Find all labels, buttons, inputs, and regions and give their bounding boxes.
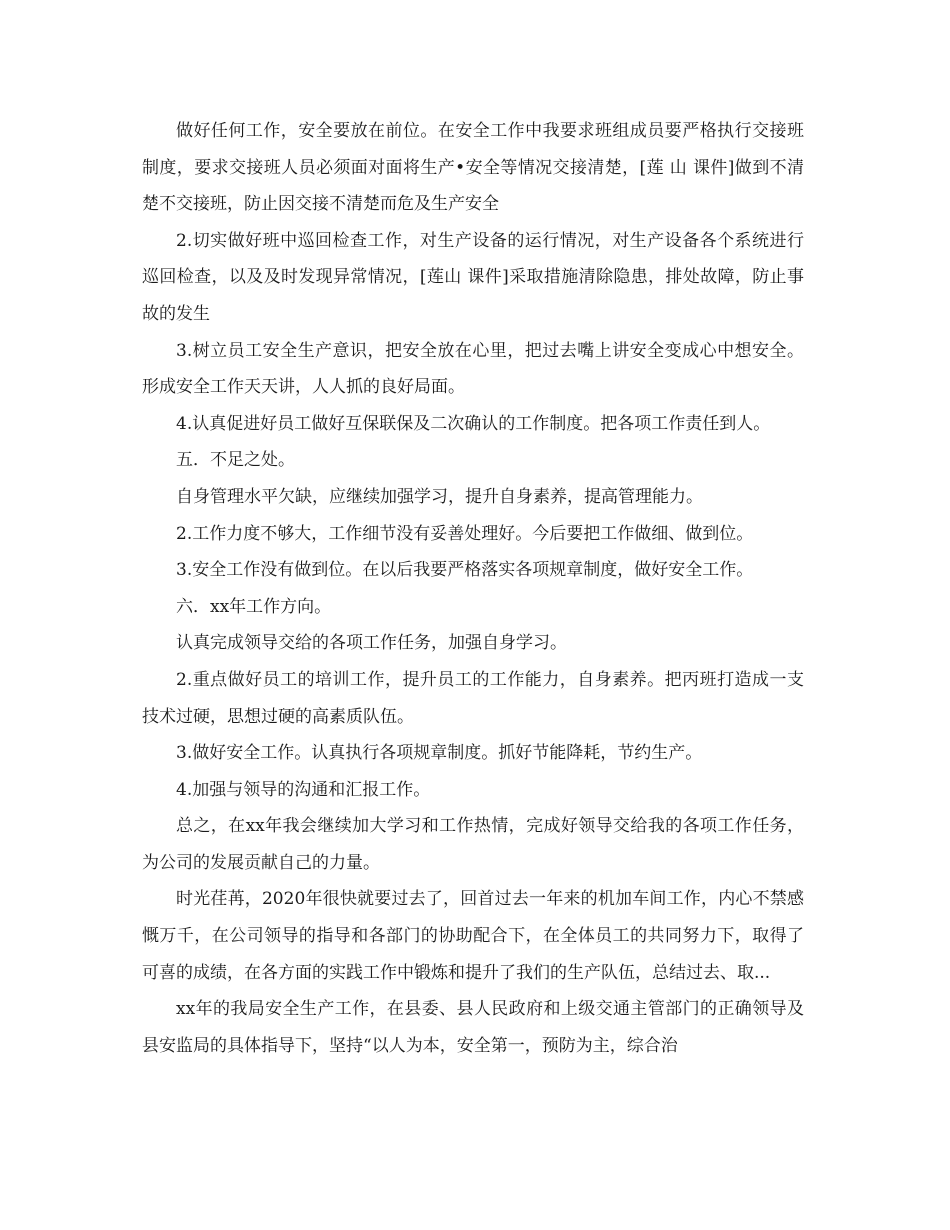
paragraph-safety-not-done: 3.安全工作没有做到位。在以后我要严格落实各项规章制度，做好安全工作。 — [176, 560, 754, 581]
paragraph-work-intensity: 2.工作力度不够大，工作细节没有妥善处理好。今后要把工作做细、做到位。 — [176, 523, 754, 544]
paragraph-safety-work: 3.做好安全工作。认真执行各项规章制度。抓好节能降耗，节约生产。 — [176, 743, 703, 764]
paragraph-time-flies: 时光荏苒，2020年很快就要过去了，回首过去一年来的机加车间工作，内心不禁感慨万千，在公司领导的指导和各部门的协助配合下，在全体员工的共同努力下，取得了可喜的成绩，在各方面的实践工作中锻炼和提升了我们的生产队伍，总结过去、取... — [142, 889, 804, 983]
section-heading-work-direction: 六．xx年工作方向。 — [176, 596, 332, 617]
paragraph-complete-tasks: 认真完成领导交给的各项工作任务，加强自身学习。 — [176, 633, 567, 654]
paragraph-mutual-protection: 4.认真促进好员工做好互保联保及二次确认的工作制度。把各项工作责任到人。 — [176, 413, 771, 434]
paragraph-safety-awareness: 3.树立员工安全生产意识，把安全放在心里，把过去嘴上讲安全变成心中想安全。形成安全工作天天讲，人人抓的良好局面。 — [142, 340, 804, 398]
paragraph-communication: 4.加强与领导的沟通和汇报工作。 — [176, 779, 431, 800]
section-heading-shortcomings: 五．不足之处。 — [176, 450, 295, 471]
paragraph-patrol-inspection: 2.切实做好班中巡回检查工作，对生产设备的运行情况，对生产设备各个系统进行巡回检查，以及及时发现异常情况，[莲山 课件]采取措施清除隐患，排处故障，防止事故的发生 — [142, 230, 804, 324]
paragraph-staff-training: 2.重点做好员工的培训工作，提升员工的工作能力，自身素养。把丙班打造成一支技术过硬，思想过硬的高素质队伍。 — [142, 669, 804, 727]
paragraph-management-skills: 自身管理水平欠缺，应继续加强学习，提升自身素养，提高管理能力。 — [176, 486, 703, 507]
paragraph-handover-safety: 做好任何工作，安全要放在前位。在安全工作中我要求班组成员要严格执行交接班制度，要求交接班人员必须面对面将生产•安全等情况交接清楚，[莲 山 课件]做到不清楚不交接班，防止因交接不清楚而危及生产安全 — [142, 121, 804, 215]
paragraph-conclusion: 总之，在xx年我会继续加大学习和工作热情，完成好领导交给我的各项工作任务，为公司的发展贡献自己的力量。 — [142, 816, 804, 873]
paragraph-bureau-safety: xx年的我局安全生产工作，在县委、县人民政府和上级交通主管部门的正确领导及县安监局的具体指导下，坚持“以人为本，安全第一，预防为主，综合治 — [142, 999, 804, 1056]
document-body — [142, 113, 804, 1064]
